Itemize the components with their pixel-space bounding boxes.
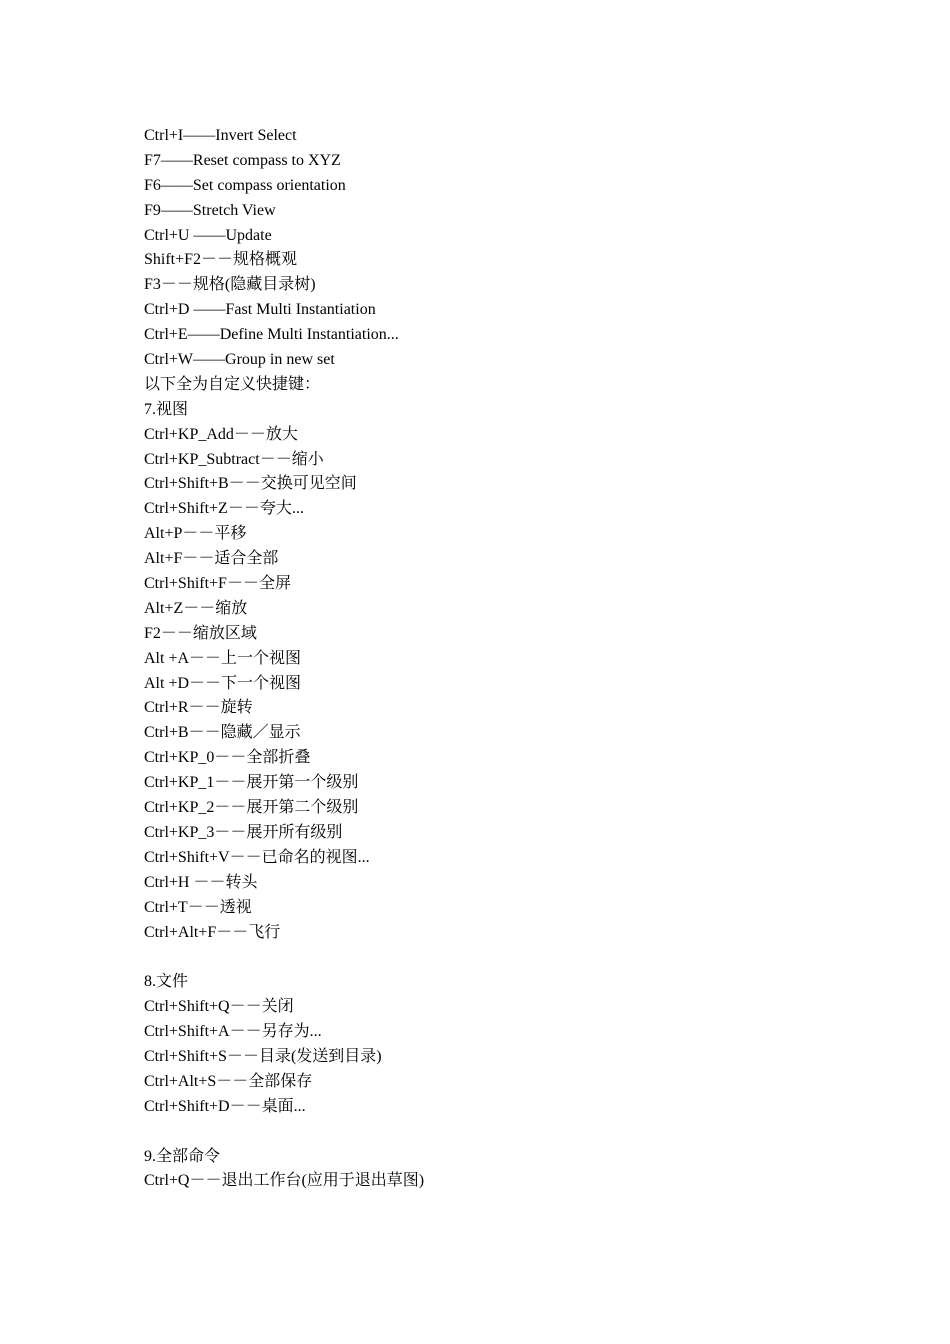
section-heading-file: 8.文件	[144, 973, 189, 991]
text-line: Ctrl+KP_3－－展开所有级别	[144, 823, 343, 841]
text-line: Ctrl+T－－透视	[144, 898, 252, 916]
text-line: Ctrl+H －－转头	[144, 873, 258, 891]
text-line: Ctrl+B－－隐藏／显示	[144, 724, 301, 742]
text-line: Ctrl+R－－旋转	[144, 699, 253, 717]
text-line: Alt +A－－上一个视图	[144, 649, 302, 667]
text-line: Ctrl+Shift+S－－目录(发送到目录)	[144, 1047, 382, 1065]
text-line: Ctrl+Shift+A－－另存为...	[144, 1023, 322, 1041]
blank-line	[144, 1120, 844, 1145]
text-line: Ctrl+U ——Update	[144, 226, 272, 244]
text-line: Ctrl+Q－－退出工作台(应用于退出草图)	[144, 1172, 425, 1190]
document-body	[144, 124, 844, 1194]
text-line: Ctrl+Shift+Q－－关闭	[144, 998, 294, 1016]
text-line: Alt+P－－平移	[144, 525, 247, 543]
text-line: Ctrl+KP_0－－全部折叠	[144, 749, 311, 767]
text-line: Alt+Z－－缩放	[144, 599, 248, 617]
text-line: 以下全为自定义快捷键：	[144, 375, 321, 393]
text-line: Alt +D－－下一个视图	[144, 674, 302, 692]
section-heading-all-commands: 9.全部命令	[144, 1147, 221, 1165]
text-line: Ctrl+Shift+B－－交换可见空间	[144, 475, 357, 493]
blank-line	[144, 945, 844, 970]
text-line: Ctrl+Alt+S－－全部保存	[144, 1072, 313, 1090]
text-line: Alt+F－－适合全部	[144, 550, 279, 568]
text-line: Ctrl+KP_Add－－放大	[144, 425, 298, 443]
text-line: F7——Reset compass to XYZ	[144, 151, 341, 169]
text-line: Ctrl+I——Invert Select	[144, 127, 297, 144]
text-line: F9——Stretch View	[144, 201, 276, 219]
text-line: Ctrl+E——Define Multi Instantiation...	[144, 326, 399, 344]
text-line: F2－－缩放区域	[144, 624, 257, 642]
section-heading-view: 7.视图	[144, 400, 189, 418]
text-line: Ctrl+W——Group in new set	[144, 351, 335, 369]
text-line: Ctrl+KP_Subtract－－缩小	[144, 450, 324, 468]
text-line: Ctrl+Shift+Z－－夸大...	[144, 500, 304, 518]
text-line: Ctrl+Alt+F－－飞行	[144, 923, 281, 941]
text-line: Shift+F2－－规格概观	[144, 251, 298, 269]
text-line: Ctrl+Shift+F－－全屏	[144, 575, 291, 593]
text-line: Ctrl+KP_2－－展开第二个级别	[144, 799, 359, 817]
text-line: Ctrl+Shift+D－－桌面...	[144, 1097, 306, 1115]
text-line: F6——Set compass orientation	[144, 176, 346, 194]
text-line: Ctrl+D ——Fast Multi Instantiation	[144, 301, 376, 319]
text-line: Ctrl+Shift+V－－已命名的视图...	[144, 848, 370, 866]
text-line: F3－－规格(隐藏目录树)	[144, 276, 316, 294]
text-line: Ctrl+KP_1－－展开第一个级别	[144, 774, 359, 792]
